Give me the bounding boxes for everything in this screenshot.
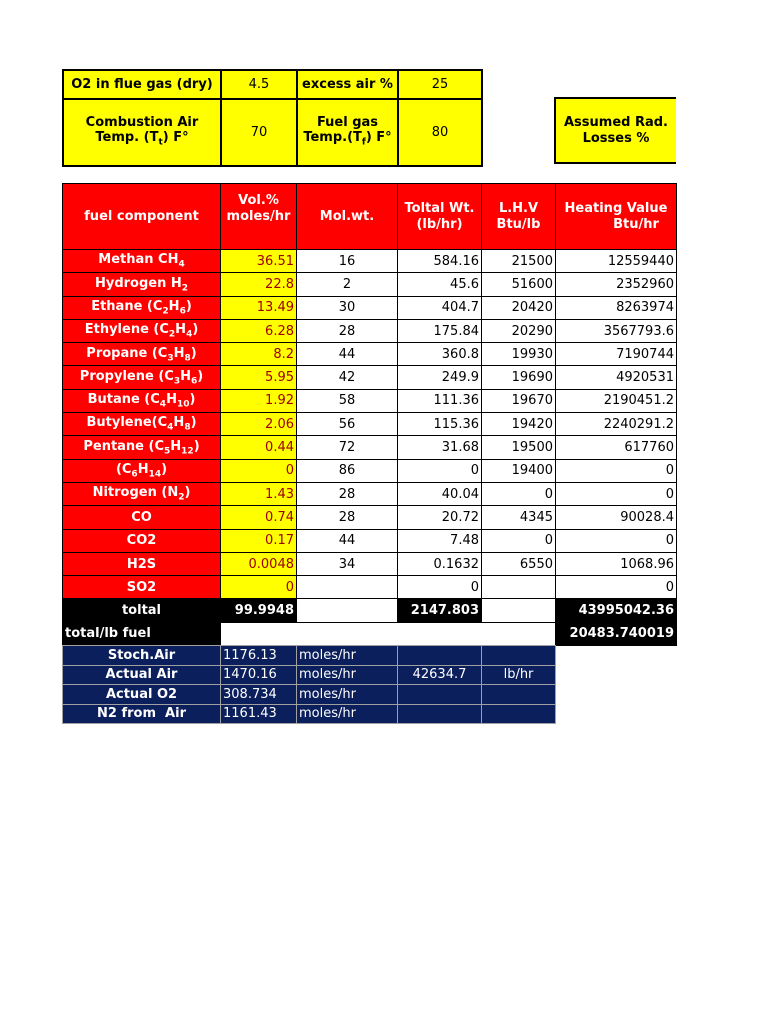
component-lhv: 0	[482, 529, 556, 552]
header-fuel-component: fuel component	[63, 184, 221, 250]
component-molwt: 86	[297, 459, 398, 482]
component-vol[interactable]: 13.49	[221, 296, 297, 319]
table-row	[63, 319, 677, 342]
component-vol[interactable]: 0.44	[221, 436, 297, 459]
per-lb-fuel-blank	[221, 622, 556, 645]
header-heating-value: Heating Value Btu/hr	[556, 184, 677, 250]
total-label: toltal	[63, 599, 221, 622]
component-lhv: 20420	[482, 296, 556, 319]
table-row	[63, 576, 677, 599]
total-row	[63, 599, 677, 622]
component-total-wt: 249.9	[398, 366, 482, 389]
table-header-row	[63, 184, 677, 250]
component-total-wt: 0	[398, 576, 482, 599]
per-lb-fuel-label: total/lb fuel	[63, 622, 221, 645]
table-row	[63, 296, 677, 319]
air-summary-table	[62, 645, 556, 724]
component-heating-value: 0	[556, 482, 677, 505]
component-total-wt: 111.36	[398, 389, 482, 412]
component-vol[interactable]: 0.74	[221, 506, 297, 529]
component-heating-value: 2240291.2	[556, 413, 677, 436]
component-total-wt: 7.48	[398, 529, 482, 552]
table-row	[63, 343, 677, 366]
component-vol[interactable]: 6.28	[221, 319, 297, 342]
actual-o2-value: 308.734	[221, 685, 297, 705]
actual-o2-unit: moles/hr	[297, 685, 398, 705]
component-vol[interactable]: 0.17	[221, 529, 297, 552]
component-name: Ethane $(C_2H_6)$	[63, 296, 221, 319]
combustion-air-temp-value[interactable]: 70	[221, 99, 297, 166]
component-heating-value: 4920531	[556, 366, 677, 389]
header-lhv: L.H.V Btu/lb	[482, 184, 556, 250]
component-lhv: 51600	[482, 273, 556, 296]
component-total-wt: 40.04	[398, 482, 482, 505]
table-row	[63, 250, 677, 273]
component-molwt: 34	[297, 552, 398, 575]
header-vol-moles: Vol.% moles/hr	[221, 184, 297, 250]
per-lb-fuel-value: 20483.740019	[556, 622, 677, 645]
component-vol[interactable]: 8.2	[221, 343, 297, 366]
component-lhv: 19400	[482, 459, 556, 482]
component-name: Hydrogen $H_2$	[63, 273, 221, 296]
component-name: Ethylene $(C_2H_4)$	[63, 319, 221, 342]
component-molwt: 30	[297, 296, 398, 319]
header-total-wt: Toltal Wt. (lb/hr)	[398, 184, 482, 250]
n2-air-label: N2 from Air	[63, 704, 221, 724]
table-row	[63, 552, 677, 575]
o2-flue-gas-label: O2 in flue gas (dry)	[63, 70, 221, 99]
stoch-air-unit: moles/hr	[297, 646, 398, 666]
fuel-gas-temp-label: Fuel gas $Temp.(T_f)$ F°	[297, 99, 398, 166]
component-molwt: 2	[297, 273, 398, 296]
table-row	[63, 436, 677, 459]
component-heating-value: 0	[556, 459, 677, 482]
component-total-wt: 31.68	[398, 436, 482, 459]
input-parameters-table	[62, 69, 483, 167]
actual-o2-row	[63, 685, 556, 705]
component-name: Propane $(C_3H_8)$	[63, 343, 221, 366]
actual-air-label: Actual Air	[63, 665, 221, 685]
actual-air-lb-value: 42634.7	[398, 665, 482, 685]
component-lhv: 19500	[482, 436, 556, 459]
component-heating-value: 12559440	[556, 250, 677, 273]
component-vol[interactable]: 1.43	[221, 482, 297, 505]
component-heating-value: 2352960	[556, 273, 677, 296]
per-lb-fuel-row	[63, 622, 677, 645]
actual-air-lb-unit: lb/hr	[482, 665, 556, 685]
component-name: CO	[63, 506, 221, 529]
component-total-wt: 0	[398, 459, 482, 482]
component-total-wt: 45.6	[398, 273, 482, 296]
combustion-air-temp-label: Combustion Air Temp. $(T_t)$ F°	[63, 99, 221, 166]
component-vol[interactable]: 5.95	[221, 366, 297, 389]
component-molwt: 72	[297, 436, 398, 459]
component-total-wt: 115.36	[398, 413, 482, 436]
component-total-wt: 0.1632	[398, 552, 482, 575]
header-mol-wt: Mol.wt.	[297, 184, 398, 250]
component-total-wt: 584.16	[398, 250, 482, 273]
total-wt: 2147.803	[398, 599, 482, 622]
component-lhv: 21500	[482, 250, 556, 273]
fuel-gas-temp-value[interactable]: 80	[398, 99, 482, 166]
component-heating-value: 0	[556, 576, 677, 599]
table-row	[63, 413, 677, 436]
component-molwt: 58	[297, 389, 398, 412]
component-heating-value: 617760	[556, 436, 677, 459]
component-lhv: 19670	[482, 389, 556, 412]
excess-air-value[interactable]: 25	[398, 70, 482, 99]
excess-air-label: excess air %	[297, 70, 398, 99]
component-name: Methan $CH_4$	[63, 250, 221, 273]
component-lhv: 19690	[482, 366, 556, 389]
component-molwt: 44	[297, 529, 398, 552]
stoch-air-blank-1	[398, 646, 482, 666]
actual-o2-label: Actual O2	[63, 685, 221, 705]
component-molwt: 28	[297, 506, 398, 529]
component-name: SO2	[63, 576, 221, 599]
table-row	[63, 482, 677, 505]
component-lhv: 0	[482, 482, 556, 505]
fuel-component-table	[62, 183, 677, 646]
actual-air-row	[63, 665, 556, 685]
table-row	[63, 459, 677, 482]
component-molwt: 16	[297, 250, 398, 273]
n2-air-unit: moles/hr	[297, 704, 398, 724]
component-lhv: 19420	[482, 413, 556, 436]
total-hv: 43995042.36	[556, 599, 677, 622]
component-total-wt: 404.7	[398, 296, 482, 319]
component-vol[interactable]: 1.92	[221, 389, 297, 412]
table-row	[63, 273, 677, 296]
stoch-air-value: 1176.13	[221, 646, 297, 666]
component-vol[interactable]: 2.06	[221, 413, 297, 436]
assumed-rad-losses-label: Assumed Rad. Losses %	[554, 97, 676, 164]
component-molwt: 56	[297, 413, 398, 436]
component-name: Nitrogen $(N_2)$	[63, 482, 221, 505]
component-heating-value: 1068.96	[556, 552, 677, 575]
component-vol[interactable]: 0	[221, 459, 297, 482]
component-heating-value: 0	[556, 529, 677, 552]
actual-air-unit: moles/hr	[297, 665, 398, 685]
o2-flue-gas-value[interactable]: 4.5	[221, 70, 297, 99]
component-vol[interactable]: 22.8	[221, 273, 297, 296]
table-row	[63, 506, 677, 529]
component-name: $Butylene(C_4H_8)$	[63, 413, 221, 436]
component-vol[interactable]: 0	[221, 576, 297, 599]
table-row	[63, 389, 677, 412]
component-lhv: 20290	[482, 319, 556, 342]
component-name: Pentane $(C_5H_{12})$	[63, 436, 221, 459]
component-molwt: 42	[297, 366, 398, 389]
actual-o2-blank-2	[482, 685, 556, 705]
component-molwt: 44	[297, 343, 398, 366]
component-name: $(C_6H_{14})$	[63, 459, 221, 482]
component-molwt	[297, 576, 398, 599]
component-name: Propylene $(C_3H_6)$	[63, 366, 221, 389]
component-name: H2S	[63, 552, 221, 575]
component-lhv: 4345	[482, 506, 556, 529]
component-heating-value: 3567793.6	[556, 319, 677, 342]
total-vol: 99.9948	[221, 599, 297, 622]
n2-air-blank-2	[482, 704, 556, 724]
component-molwt: 28	[297, 482, 398, 505]
actual-o2-blank-1	[398, 685, 482, 705]
component-lhv: 6550	[482, 552, 556, 575]
n2-air-blank-1	[398, 704, 482, 724]
stoch-air-blank-2	[482, 646, 556, 666]
component-total-wt: 360.8	[398, 343, 482, 366]
actual-air-value: 1470.16	[221, 665, 297, 685]
component-lhv: 19930	[482, 343, 556, 366]
component-heating-value: 7190744	[556, 343, 677, 366]
component-heating-value: 2190451.2	[556, 389, 677, 412]
n2-air-row	[63, 704, 556, 724]
component-lhv	[482, 576, 556, 599]
component-name: CO2	[63, 529, 221, 552]
table-row	[63, 366, 677, 389]
component-name: Butane $(C_4H_{10})$	[63, 389, 221, 412]
component-vol[interactable]: 36.51	[221, 250, 297, 273]
component-molwt: 28	[297, 319, 398, 342]
total-blank-molwt	[297, 599, 398, 622]
component-heating-value: 90028.4	[556, 506, 677, 529]
component-vol[interactable]: 0.0048	[221, 552, 297, 575]
component-total-wt: 20.72	[398, 506, 482, 529]
total-blank-lhv	[482, 599, 556, 622]
stoch-air-label: Stoch.Air	[63, 646, 221, 666]
table-row	[63, 529, 677, 552]
n2-air-value: 1161.43	[221, 704, 297, 724]
component-heating-value: 8263974	[556, 296, 677, 319]
component-total-wt: 175.84	[398, 319, 482, 342]
stoch-air-row	[63, 646, 556, 666]
